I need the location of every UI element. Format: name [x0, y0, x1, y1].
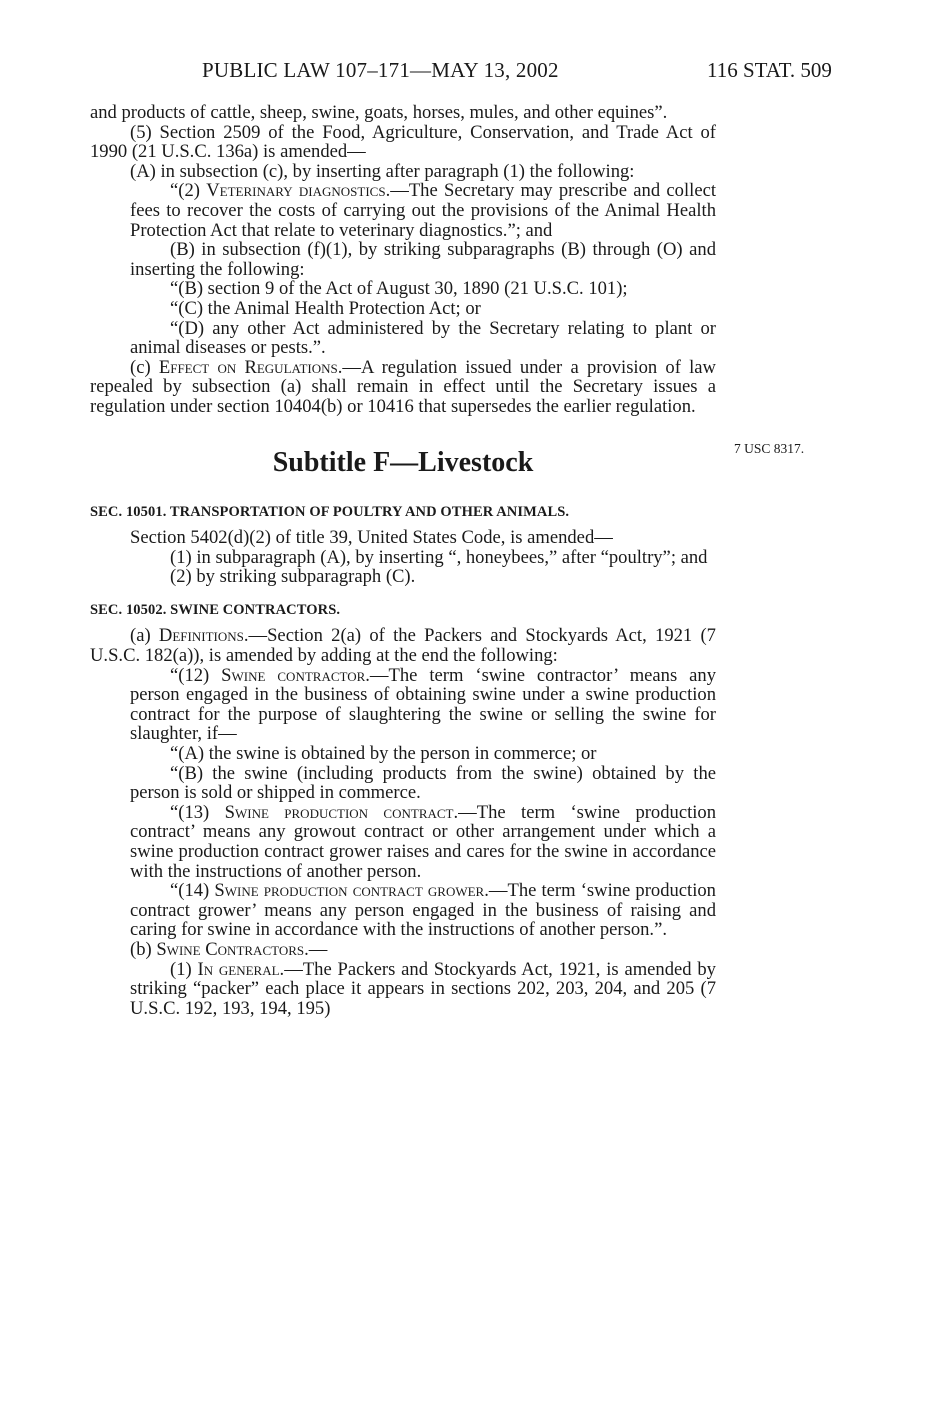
paragraph-swine-production-contract — [90, 803, 716, 881]
paragraph-text: —Section 2(a) of the Packers and Stockyards Act, 1921 (7 U.S.C. 182(a)), is amended by adding at the end the following: — [90, 625, 716, 667]
paragraph-text: —The Secretary may prescribe and collect fees to recover the costs of carrying out the provisions of the Animal Health Protection Act that relate to veterinary diagnostics.”; and — [130, 180, 716, 241]
paragraph-caption: Effect on Regulations. — [158, 356, 343, 378]
paragraph-caption: Swine Contractors. — [156, 938, 309, 960]
paragraph-effect-on-regulations — [90, 358, 716, 417]
paragraph-definitions — [90, 626, 716, 665]
paragraph-swine-contractors — [90, 940, 716, 960]
page-stat-number: 116 STAT. 509 — [707, 58, 832, 82]
paragraph-caption: Swine production contract grower. — [214, 880, 489, 902]
paragraph-text: —The term ‘swine contractor’ means any person engaged in the business of obtaining swine under a swine production contract for the purpose of slaughtering the swine or selling the swine for slaughter, if— — [130, 664, 716, 745]
running-header-law: PUBLIC LAW 107–171—MAY 13, 2002 — [202, 58, 559, 82]
margin-citation: 7 USC 8317. — [734, 441, 805, 456]
paragraph-item-2: (2) by striking subparagraph (C). — [170, 566, 416, 588]
paragraph-lead: (1) — [170, 958, 198, 980]
paragraph-lead: “(14) — [170, 880, 215, 902]
paragraph-quoted-b: “(B) section 9 of the Act of August 30, 1890 (21 U.S.C. 101); — [170, 278, 628, 300]
paragraph-text: —A regulation issued under a provision of law repealed by subsection (a) shall remain in effect until the Secretary issues a regulation under section 10404(b) or 10416 that supersedes the earlier regulation. — [90, 356, 716, 417]
paragraph-swine-contract-grower — [90, 881, 716, 940]
document-body — [90, 103, 716, 1018]
paragraph-subsection-a: (A) in subsection (c), by inserting after paragraph (1) the following: — [130, 160, 635, 182]
paragraph-caption: Definitions. — [158, 625, 249, 647]
paragraph-text: — — [308, 938, 328, 960]
paragraph-caption: Veterinary diagnostics. — [206, 180, 391, 202]
paragraph-caption: In general. — [197, 958, 285, 980]
paragraph-lead: (b) — [130, 938, 157, 960]
paragraph-lead: “(13) — [170, 801, 225, 823]
paragraph-caption: Swine production contract. — [224, 801, 459, 823]
paragraph-lead: (a) — [130, 625, 159, 647]
paragraph-swine-a: “(A) the swine is obtained by the person in commerce; or — [170, 743, 597, 765]
paragraph-quoted-c: “(C) the Animal Health Protection Act; or — [170, 297, 481, 319]
paragraph-swine-b: “(B) the swine (including products from the swine) obtained by the person is sold or shipped in commerce. — [130, 762, 716, 804]
paragraph-lead: (c) — [130, 356, 159, 378]
paragraph-section-2509: (5) Section 2509 of the Food, Agriculture, Conservation, and Trade Act of 1990 (21 U.S.C. 136a) is amended— — [90, 121, 716, 163]
paragraph-veterinary-diagnostics — [90, 181, 716, 240]
paragraph-text: —The term ‘swine production contract grower’ means any person engaged in the business of raising and caring for swine in accordance with the instructions of another person.”. — [130, 880, 716, 941]
subtitle-heading: Subtitle F—Livestock — [272, 446, 534, 478]
paragraph-swine-contractor — [90, 666, 716, 744]
paragraph-caption: Swine contractor. — [221, 664, 370, 686]
paragraph-item-1: (1) in subparagraph (A), by inserting “, honeybees,” after “poultry”; and — [170, 546, 708, 568]
paragraph-section-5402: Section 5402(d)(2) of title 39, United States Code, is amended— — [130, 527, 613, 549]
paragraph-text: —The term ‘swine production contract’ means any growout contract or other arrangement under which a swine production contract grower raises and cares for the swine in accordance with the instructions of another person. — [130, 801, 717, 882]
paragraph-continuation: and products of cattle, sheep, swine, goats, horses, mules, and other equines”. — [90, 102, 668, 123]
paragraph-in-general — [90, 960, 716, 1019]
section-heading-10502: SEC. 10502. SWINE CONTRACTORS. — [90, 601, 341, 618]
paragraph-quoted-d: “(D) any other Act administered by the Secretary relating to plant or animal diseases or pests.”. — [130, 317, 716, 359]
paragraph-subsection-b: (B) in subsection (f)(1), by striking subparagraphs (B) through (O) and inserting the following: — [130, 239, 716, 280]
paragraph-lead: “(12) — [170, 664, 222, 686]
section-heading-10501: SEC. 10501. TRANSPORTATION OF POULTRY AND OTHER ANIMALS. — [90, 503, 570, 520]
paragraph-text: —The Packers and Stockyards Act, 1921, is amended by striking “packer” each place it appears in sections 202, 203, 204, and 205 (7 U.S.C. 192, 193, 194, 195) — [130, 958, 716, 1019]
paragraph-lead: “(2) — [170, 180, 207, 202]
